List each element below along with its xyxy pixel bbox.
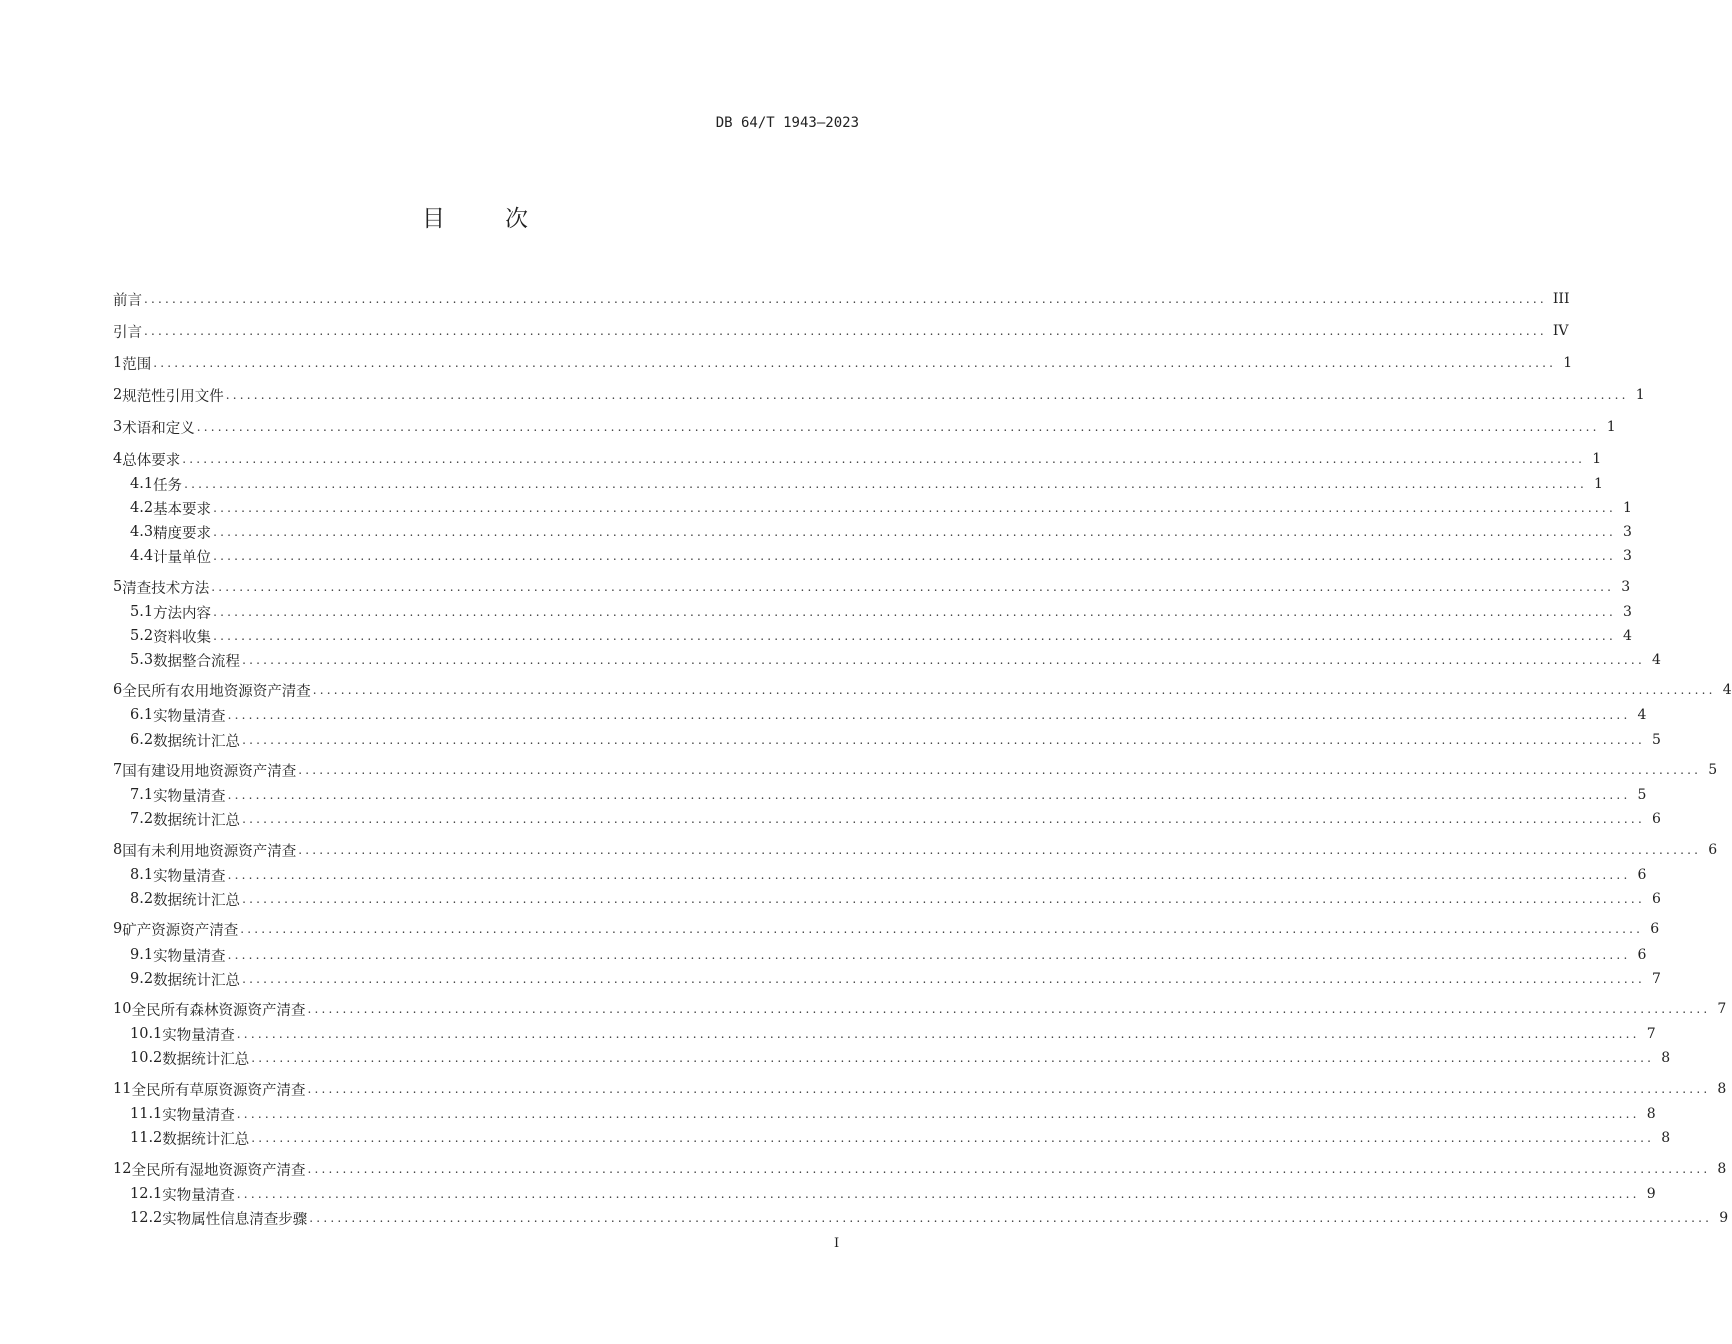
dot-leader: ........................................................................................................................................................................................................ — [236, 1187, 1640, 1201]
toc-entry[interactable] — [113, 760, 1718, 780]
toc-page: 6 — [1650, 921, 1660, 937]
toc-entry[interactable] — [130, 602, 1632, 622]
toc-number: 8.2 — [130, 891, 154, 907]
toc-number: 5.2 — [130, 628, 154, 644]
toc-page: IV — [1552, 323, 1569, 339]
toc-number: 10.2 — [130, 1050, 163, 1066]
toc-number: 9.2 — [130, 971, 154, 987]
toc-title: 全民所有农用地资源资产清查 — [122, 683, 311, 700]
toc-entry[interactable] — [113, 289, 1570, 309]
dot-leader: ........................................................................................................................................................................................................ — [298, 763, 1702, 777]
toc-page: 1 — [1594, 476, 1603, 492]
toc-entry[interactable] — [113, 321, 1569, 341]
toc-title: 数据统计汇总 — [162, 1051, 250, 1068]
toc-entry[interactable] — [130, 498, 1632, 518]
toc-page: 9 — [1646, 1186, 1656, 1202]
toc-page: III — [1552, 291, 1570, 307]
toc-entry[interactable] — [130, 1128, 1671, 1148]
toc-number: 6.2 — [130, 732, 154, 748]
toc-title: 数据统计汇总 — [153, 892, 241, 909]
toc-title: 实物量清查 — [153, 708, 226, 725]
dot-leader: ........................................................................................................................................................................................................ — [242, 892, 1645, 906]
toc-number: 6 — [113, 682, 123, 698]
toc-title: 全民所有湿地资源资产清查 — [131, 1162, 306, 1179]
toc-entry[interactable] — [130, 865, 1647, 885]
toc-page: 8 — [1717, 1081, 1727, 1097]
toc-number: 9 — [113, 921, 123, 937]
toc-title: 精度要求 — [153, 525, 212, 542]
dot-leader: ........................................................................................................................................................................................................ — [227, 708, 1631, 722]
toc-entry[interactable] — [113, 353, 1573, 373]
dot-leader: ........................................................................................................................................................................................................ — [242, 972, 1645, 986]
toc-number: 10.1 — [130, 1026, 163, 1042]
toc-page: 9 — [1719, 1210, 1729, 1226]
toc-page: 3 — [1621, 579, 1631, 595]
toc-title: 全民所有森林资源资产清查 — [131, 1002, 306, 1019]
toc-page: 6 — [1637, 867, 1647, 883]
dot-leader: ........................................................................................................................................................................................................ — [213, 549, 1616, 563]
toc-title: 数据统计汇总 — [162, 1131, 250, 1148]
dot-leader: ........................................................................................................................................................................................................ — [196, 420, 1600, 434]
toc-page: 4 — [1722, 682, 1732, 698]
dot-leader: ........................................................................................................................................................................................................ — [251, 1131, 1655, 1145]
toc-entry[interactable] — [130, 809, 1661, 829]
toc-number: 8.1 — [130, 867, 154, 883]
toc-title: 实物量清查 — [153, 948, 226, 965]
toc-number: 12.2 — [130, 1210, 163, 1226]
toc-title: 范围 — [122, 356, 152, 373]
toc-entry[interactable] — [113, 1079, 1727, 1099]
toc-page: 1 — [1623, 500, 1632, 516]
toc-page: 1 — [1592, 451, 1602, 467]
toc-entry[interactable] — [130, 969, 1661, 989]
toc-page: 6 — [1708, 842, 1718, 858]
toc-page: 8 — [1646, 1106, 1656, 1122]
dot-leader: ........................................................................................................................................................................................................ — [242, 733, 1645, 747]
toc-entry[interactable] — [130, 1024, 1656, 1044]
toc-entry[interactable] — [113, 840, 1718, 860]
toc-page: 8 — [1661, 1130, 1671, 1146]
toc-page: 1 — [1606, 419, 1616, 435]
toc-number: 4.2 — [130, 500, 154, 516]
toc-title: 实物量清查 — [153, 788, 226, 805]
toc-number: 3 — [113, 419, 123, 435]
toc-title: 国有未利用地资源资产清查 — [122, 843, 297, 860]
toc-title: 基本要求 — [153, 501, 212, 518]
page-number: I — [834, 1236, 840, 1251]
toc-number: 4.1 — [130, 476, 154, 492]
toc-title: 方法内容 — [153, 605, 212, 622]
toc-title: 数据统计汇总 — [153, 733, 241, 750]
toc-number: 4.4 — [130, 548, 154, 564]
toc-title: 计量单位 — [153, 549, 212, 566]
toc-number: 12 — [113, 1161, 132, 1177]
toc-page: 5 — [1708, 762, 1718, 778]
dot-leader: ........................................................................................................................................................................................................ — [251, 1051, 1655, 1065]
dot-leader: ........................................................................................................................................................................................................ — [144, 292, 1547, 306]
toc-page: 8 — [1661, 1050, 1671, 1066]
toc-number: 2 — [113, 387, 123, 403]
toc-title: 全民所有草原资源资产清查 — [131, 1082, 306, 1099]
toc-entry[interactable] — [113, 1159, 1727, 1179]
toc-entry[interactable] — [130, 1184, 1656, 1204]
toc-entry[interactable] — [130, 1048, 1671, 1068]
toc-page: 5 — [1637, 787, 1647, 803]
toc-number: 7.2 — [130, 811, 154, 827]
toc-entry[interactable] — [130, 522, 1632, 542]
toc-number: 12.1 — [130, 1186, 163, 1202]
toc-number: 5.1 — [130, 604, 154, 620]
toc-number: 11.1 — [130, 1106, 163, 1122]
dot-leader: ........................................................................................................................................................................................................ — [184, 477, 1587, 491]
dot-leader: ........................................................................................................................................................................................................ — [211, 580, 1615, 594]
toc-number: 1 — [113, 355, 123, 371]
toc-page: 7 — [1646, 1026, 1656, 1042]
toc-title: 实物属性信息清查步骤 — [162, 1211, 308, 1228]
dot-leader: ........................................................................................................................................................................................................ — [307, 1082, 1711, 1096]
toc-number: 7 — [113, 762, 123, 778]
dot-leader: ........................................................................................................................................................................................................ — [213, 605, 1616, 619]
dot-leader: ........................................................................................................................................................................................................ — [182, 452, 1586, 466]
toc-number: 5.3 — [130, 652, 154, 668]
toc-entry[interactable] — [130, 705, 1647, 725]
toc-page: 7 — [1717, 1001, 1727, 1017]
toc-number: 6.1 — [130, 707, 154, 723]
standard-code: DB 64/T 1943—2023 — [715, 115, 859, 131]
toc-title: 规范性引用文件 — [122, 388, 224, 405]
toc-page: 7 — [1652, 971, 1661, 987]
toc-entry[interactable] — [130, 1104, 1656, 1124]
toc-title: 数据统计汇总 — [153, 812, 241, 829]
toc-page: 3 — [1623, 548, 1632, 564]
toc-title: 实物量清查 — [162, 1027, 235, 1044]
toc-title: 实物量清查 — [162, 1187, 235, 1204]
dot-leader: ........................................................................................................................................................................................................ — [240, 922, 1644, 936]
toc-entry[interactable] — [113, 919, 1660, 939]
toc-entry[interactable] — [130, 945, 1647, 965]
toc-title: 总体要求 — [122, 452, 181, 469]
toc-title: 国有建设用地资源资产清查 — [122, 763, 297, 780]
toc-number: 10 — [113, 1001, 132, 1017]
toc-title: 术语和定义 — [122, 420, 195, 437]
toc-entry[interactable] — [130, 1208, 1729, 1228]
toc-page: 6 — [1652, 891, 1661, 907]
toc-number: 11 — [113, 1081, 132, 1097]
toc-entry[interactable] — [130, 730, 1661, 750]
dot-leader: ........................................................................................................................................................................................................ — [227, 868, 1631, 882]
toc-title: 矿产资源资产清查 — [122, 922, 239, 939]
dot-leader: ........................................................................................................................................................................................................ — [312, 683, 1716, 697]
toc-number: 9.1 — [130, 947, 154, 963]
toc-page: 8 — [1717, 1161, 1727, 1177]
toc-page: 6 — [1637, 947, 1647, 963]
dot-leader: ........................................................................................................................................................................................................ — [225, 388, 1629, 402]
toc-entry[interactable] — [113, 385, 1645, 405]
dot-leader: ........................................................................................................................................................................................................ — [213, 525, 1616, 539]
toc-number: 4 — [113, 451, 123, 467]
dot-leader: ........................................................................................................................................................................................................ — [153, 356, 1557, 370]
toc-title: 资料收集 — [153, 629, 212, 646]
toc-title: 数据统计汇总 — [153, 972, 241, 989]
dot-leader: ........................................................................................................................................................................................................ — [307, 1162, 1711, 1176]
toc-page: 4 — [1637, 707, 1647, 723]
toc-number: 5 — [113, 579, 123, 595]
toc-title: 任务 — [153, 477, 183, 494]
toc-entry[interactable] — [130, 785, 1647, 805]
toc-entry[interactable] — [130, 546, 1632, 566]
toc-title: 实物量清查 — [153, 868, 226, 885]
toc-title: 前言 — [113, 292, 142, 309]
dot-leader: ........................................................................................................................................................................................................ — [227, 948, 1631, 962]
dot-leader: ........................................................................................................................................................................................................ — [309, 1211, 1713, 1225]
toc-title: 实物量清查 — [162, 1107, 235, 1124]
toc-entry[interactable] — [113, 417, 1616, 437]
toc-page: 5 — [1652, 732, 1661, 748]
toc-entry[interactable] — [113, 577, 1631, 597]
dot-leader: ........................................................................................................................................................................................................ — [242, 653, 1645, 667]
toc-entry[interactable] — [130, 626, 1632, 646]
dot-leader: ........................................................................................................................................................................................................ — [298, 843, 1702, 857]
dot-leader: ........................................................................................................................................................................................................ — [213, 501, 1616, 515]
toc-number: 4.3 — [130, 524, 154, 540]
toc-page: 3 — [1623, 604, 1632, 620]
toc-entry[interactable] — [130, 650, 1661, 670]
toc-entry[interactable] — [130, 474, 1603, 494]
toc-number: 7.1 — [130, 787, 154, 803]
toc-entry[interactable] — [113, 999, 1727, 1019]
toc-entry[interactable] — [113, 680, 1732, 700]
dot-leader: ........................................................................................................................................................................................................ — [307, 1002, 1711, 1016]
dot-leader: ........................................................................................................................................................................................................ — [227, 788, 1631, 802]
toc-page: 4 — [1623, 628, 1632, 644]
toc-page: 1 — [1635, 387, 1645, 403]
toc-title: 引言 — [113, 324, 142, 341]
toc-page: 1 — [1563, 355, 1573, 371]
dot-leader: ........................................................................................................................................................................................................ — [213, 629, 1616, 643]
dot-leader: ........................................................................................................................................................................................................ — [236, 1027, 1640, 1041]
toc-page: 3 — [1623, 524, 1632, 540]
toc-entry[interactable] — [113, 449, 1602, 469]
toc-title: 数据整合流程 — [153, 653, 241, 670]
toc-number: 8 — [113, 842, 123, 858]
toc-title: 清查技术方法 — [122, 580, 210, 597]
dot-leader: ........................................................................................................................................................................................................ — [144, 324, 1547, 338]
toc-entry[interactable] — [130, 889, 1661, 909]
dot-leader: ........................................................................................................................................................................................................ — [236, 1107, 1640, 1121]
toc-number: 11.2 — [130, 1130, 163, 1146]
toc-page: 6 — [1652, 811, 1661, 827]
toc-page: 4 — [1652, 652, 1661, 668]
page-title: 目次 — [422, 206, 588, 232]
dot-leader: ........................................................................................................................................................................................................ — [242, 812, 1645, 826]
